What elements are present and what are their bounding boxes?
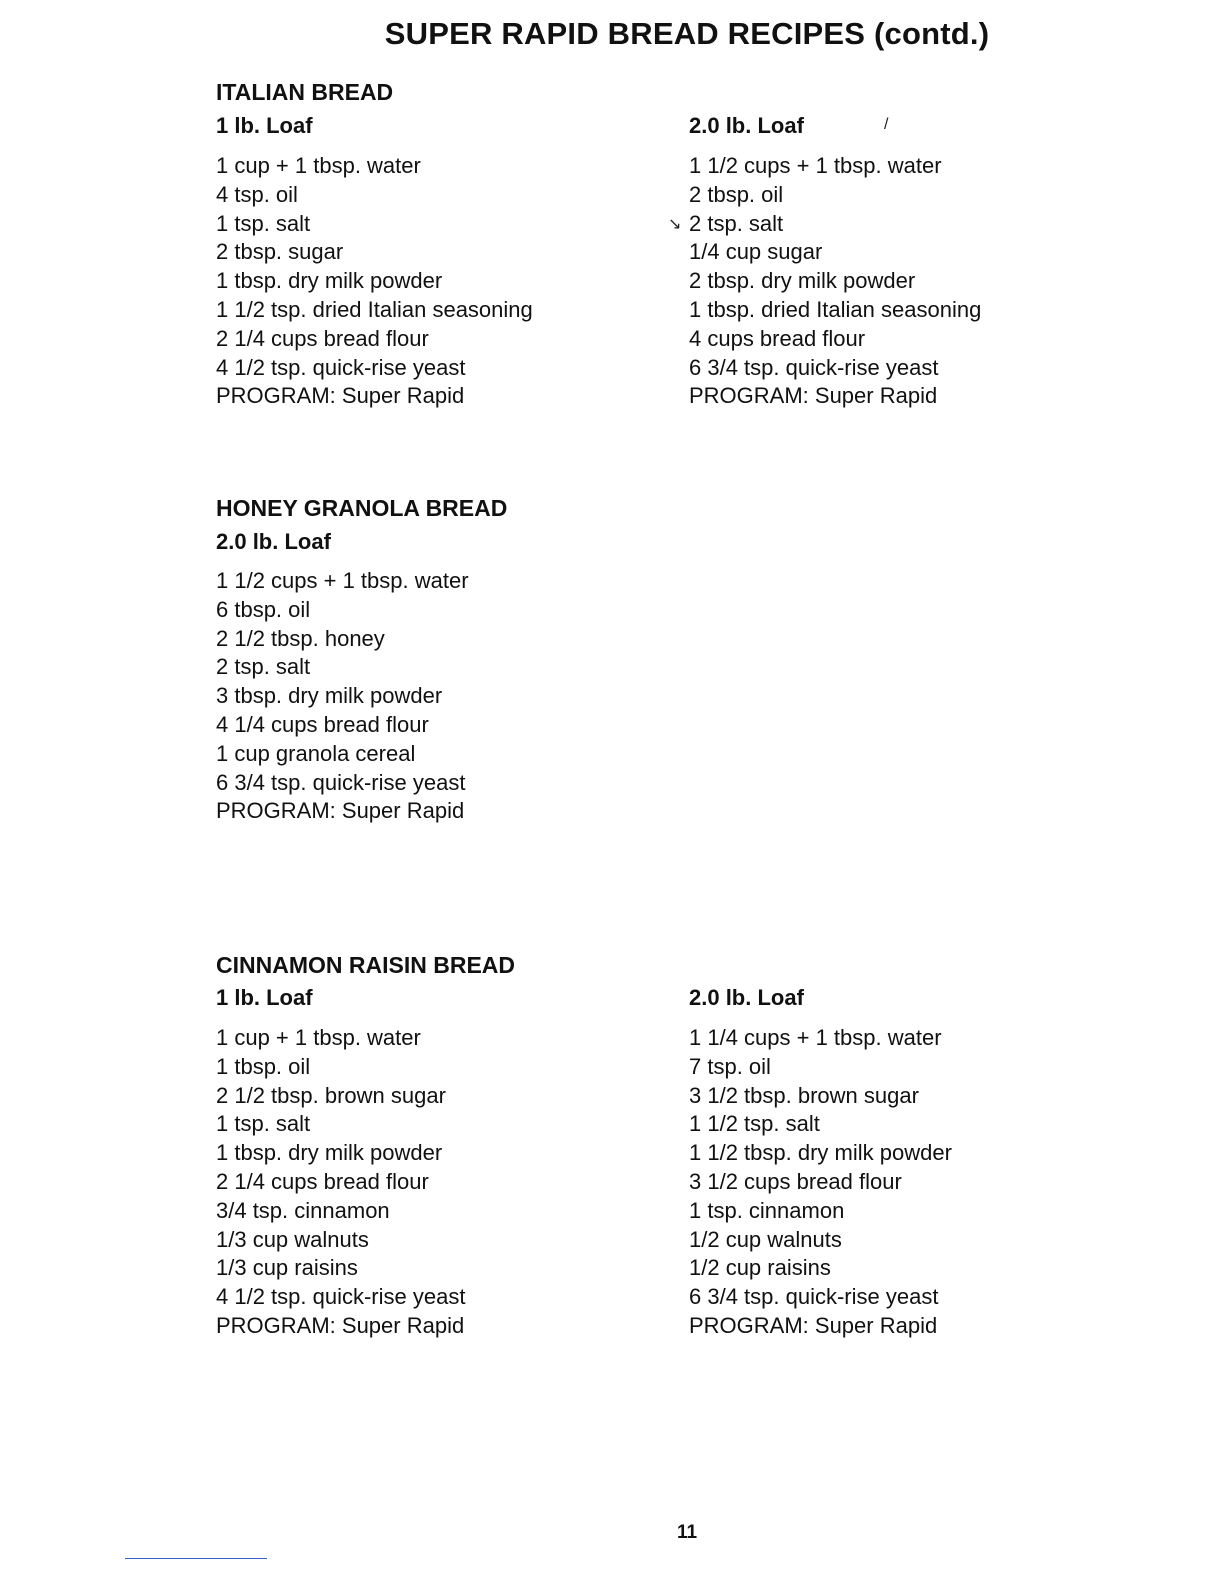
page-title: SUPER RAPID BREAD RECIPES (contd.) bbox=[384, 16, 990, 51]
ingredient-list-honey-granola-large bbox=[216, 567, 469, 826]
ingredient-line: 6 tbsp. oil bbox=[216, 596, 311, 622]
ingredient-line: 2 tbsp. oil bbox=[689, 181, 784, 207]
ingredient-line: 1 1/4 cups + 1 tbsp. water bbox=[689, 1025, 942, 1050]
ingredient-line: 2 tbsp. dry milk powder bbox=[689, 268, 916, 294]
recipe-title-cinnamon-raisin: CINNAMON RAISIN BREAD bbox=[216, 952, 515, 978]
loaf-size-honey-granola-large: 2.0 lb. Loaf bbox=[216, 529, 331, 554]
stray-slash-mark: / bbox=[884, 116, 889, 133]
ingredient-line: 1/3 cup raisins bbox=[216, 1255, 358, 1281]
ingredient-line: 1 1/2 cups + 1 tbsp. water bbox=[689, 153, 942, 178]
ingredient-line: 1 tbsp. dry milk powder bbox=[216, 1140, 443, 1166]
ingredient-line: 2 tsp. salt bbox=[216, 654, 311, 680]
loaf-size-cinnamon-raisin-small: 1 lb. Loaf bbox=[216, 985, 313, 1010]
ingredient-line: 1 tbsp. dried Italian seasoning bbox=[689, 296, 982, 322]
page-number: 11 bbox=[676, 1522, 698, 1543]
loaf-size-italian-large: 2.0 lb. Loaf bbox=[689, 113, 804, 138]
ingredient-line: 6 3/4 tsp. quick-rise yeast bbox=[689, 1284, 939, 1310]
ingredient-line: 3 1/2 tbsp. brown sugar bbox=[689, 1082, 919, 1108]
ingredient-line: 1 tsp. salt bbox=[216, 210, 311, 236]
ingredient-line: 1 1/2 tsp. salt bbox=[689, 1111, 820, 1137]
ingredient-line: 1 tbsp. oil bbox=[216, 1053, 311, 1079]
ingredient-line: PROGRAM: Super Rapid bbox=[216, 798, 465, 824]
ingredient-line: 3/4 tsp. cinnamon bbox=[216, 1197, 390, 1223]
ingredient-line: 2 tbsp. sugar bbox=[216, 239, 344, 265]
loaf-size-cinnamon-raisin-large: 2.0 lb. Loaf bbox=[689, 985, 804, 1010]
ingredient-line: 1 tsp. cinnamon bbox=[689, 1197, 845, 1223]
ingredient-line: 1 tbsp. dry milk powder bbox=[216, 268, 443, 294]
ingredient-line: 1 1/2 tbsp. dry milk powder bbox=[689, 1140, 952, 1166]
ingredient-list-italian-large bbox=[689, 152, 981, 411]
ingredient-line: 4 cups bread flour bbox=[689, 325, 866, 351]
ingredient-line: 6 3/4 tsp. quick-rise yeast bbox=[216, 769, 466, 795]
ingredient-line: PROGRAM: Super Rapid bbox=[689, 383, 938, 409]
ingredient-line: 1/2 cup raisins bbox=[689, 1255, 831, 1281]
ingredient-line: 1 1/2 tsp. dried Italian seasoning bbox=[216, 296, 533, 322]
footer-line bbox=[125, 1558, 267, 1559]
ingredient-list-cinnamon-raisin-large bbox=[689, 1024, 952, 1341]
ingredient-line: 4 1/2 tsp. quick-rise yeast bbox=[216, 354, 466, 380]
ingredient-list-cinnamon-raisin-small bbox=[216, 1024, 465, 1341]
ingredient-line: 1/2 cup walnuts bbox=[689, 1226, 842, 1252]
ingredient-line: PROGRAM: Super Rapid bbox=[216, 1312, 465, 1338]
ingredient-line: 4 1/4 cups bread flour bbox=[216, 711, 429, 737]
ingredient-line: 7 tsp. oil bbox=[689, 1053, 771, 1079]
ingredient-line: 6 3/4 tsp. quick-rise yeast bbox=[689, 354, 939, 380]
ingredient-line: 2 1/2 tbsp. honey bbox=[216, 625, 385, 651]
ingredient-line: 1 cup + 1 tbsp. water bbox=[216, 153, 421, 178]
recipe-title-italian: ITALIAN BREAD bbox=[216, 79, 394, 105]
ingredient-line: 1/4 cup sugar bbox=[689, 239, 823, 265]
ingredient-list-italian-small bbox=[216, 152, 533, 411]
stray-check-mark: ↘ bbox=[668, 216, 682, 233]
ingredient-line: 2 1/2 tbsp. brown sugar bbox=[216, 1082, 446, 1108]
ingredient-line: 2 1/4 cups bread flour bbox=[216, 1168, 429, 1194]
ingredient-line: 1 1/2 cups + 1 tbsp. water bbox=[216, 568, 469, 593]
ingredient-line: 1/3 cup walnuts bbox=[216, 1226, 369, 1252]
ingredient-line: 1 cup granola cereal bbox=[216, 740, 416, 766]
ingredient-line: 1 tsp. salt bbox=[216, 1111, 311, 1137]
ingredient-line: 4 tsp. oil bbox=[216, 181, 298, 207]
ingredient-line: 3 1/2 cups bread flour bbox=[689, 1168, 902, 1194]
ingredient-line: 2 1/4 cups bread flour bbox=[216, 325, 429, 351]
ingredient-line: PROGRAM: Super Rapid bbox=[689, 1312, 938, 1338]
loaf-size-italian-small: 1 lb. Loaf bbox=[216, 113, 313, 138]
ingredient-line: 3 tbsp. dry milk powder bbox=[216, 683, 443, 709]
ingredient-line: 2 tsp. salt bbox=[689, 210, 784, 236]
ingredient-line: 4 1/2 tsp. quick-rise yeast bbox=[216, 1284, 466, 1310]
ingredient-line: 1 cup + 1 tbsp. water bbox=[216, 1025, 421, 1050]
ingredient-line: PROGRAM: Super Rapid bbox=[216, 383, 465, 409]
recipe-title-honey-granola: HONEY GRANOLA BREAD bbox=[216, 495, 508, 521]
